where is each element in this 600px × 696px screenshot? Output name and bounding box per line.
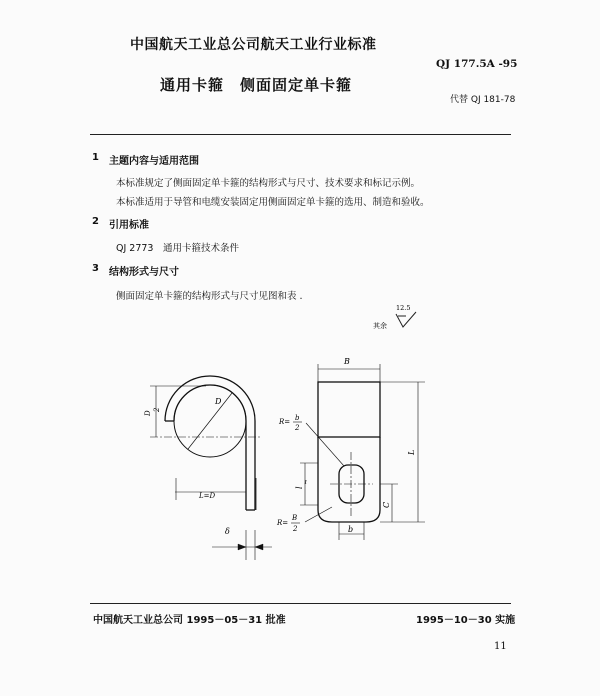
standard-number: QJ 177.5A -95: [436, 58, 518, 70]
end-radius-numerator: B: [292, 514, 298, 522]
end-radius-denominator: 2: [293, 525, 298, 533]
document-title: 通用卡箍 侧面固定单卡箍: [160, 76, 353, 94]
section-3-paragraph-1: 侧面固定单卡箍的结构形式与尺寸见图和表 .: [116, 291, 303, 302]
section-1-title: 主题内容与适用范围: [109, 156, 199, 167]
total-length-label: L: [407, 449, 416, 455]
slot-radius-denominator: 2: [295, 424, 300, 432]
page-number: 11: [494, 641, 507, 652]
length-label: L=D: [199, 492, 216, 500]
clamp-side-view: [150, 376, 272, 560]
thickness-label: δ: [225, 527, 230, 536]
implementation-date: 1995－10－30 实施: [416, 615, 516, 626]
slot-radius-numerator: b: [295, 414, 300, 422]
slot-width-label: b: [348, 525, 354, 534]
issuing-organization: 中国航天工业总公司航天工业行业标准: [130, 37, 377, 53]
section-2-reference: QJ 2773 通用卡箍技术条件: [116, 243, 239, 254]
replaces-standard: 代替 QJ 181-78: [450, 95, 516, 105]
roughness-value: 12.5: [396, 304, 411, 312]
slot-offset-subscript: 1: [304, 480, 308, 486]
section-2-title: 引用标准: [109, 220, 149, 231]
section-3-number: 3: [92, 263, 99, 274]
section-1-paragraph-2: 本标准适用于导管和电缆安装固定用侧面固定单卡箍的选用、制造和验收。: [116, 197, 430, 208]
slot-offset-label: l: [295, 486, 304, 489]
half-diameter-label: D: [144, 410, 152, 416]
slot-center-label: C: [382, 501, 391, 508]
approval-date: 中国航天工业总公司 1995－05－31 批准: [93, 615, 286, 626]
section-1-number: 1: [92, 152, 99, 163]
roughness-note: 其余: [373, 322, 387, 330]
section-2-number: 2: [92, 216, 99, 227]
diameter-label: D: [215, 397, 222, 406]
section-1-paragraph-1: 本标准规定了侧面固定单卡箍的结构形式与尺寸、技术要求和标记示例。: [116, 178, 421, 189]
footer-rule: [90, 603, 511, 604]
slot-radius-label: R=: [279, 418, 291, 426]
section-3-title: 结构形式与尺寸: [109, 267, 179, 278]
roughness-symbol: [373, 304, 416, 330]
half-diameter-divisor: 2: [153, 407, 161, 412]
end-radius-label: R=: [277, 519, 289, 527]
width-label: B: [344, 357, 350, 366]
